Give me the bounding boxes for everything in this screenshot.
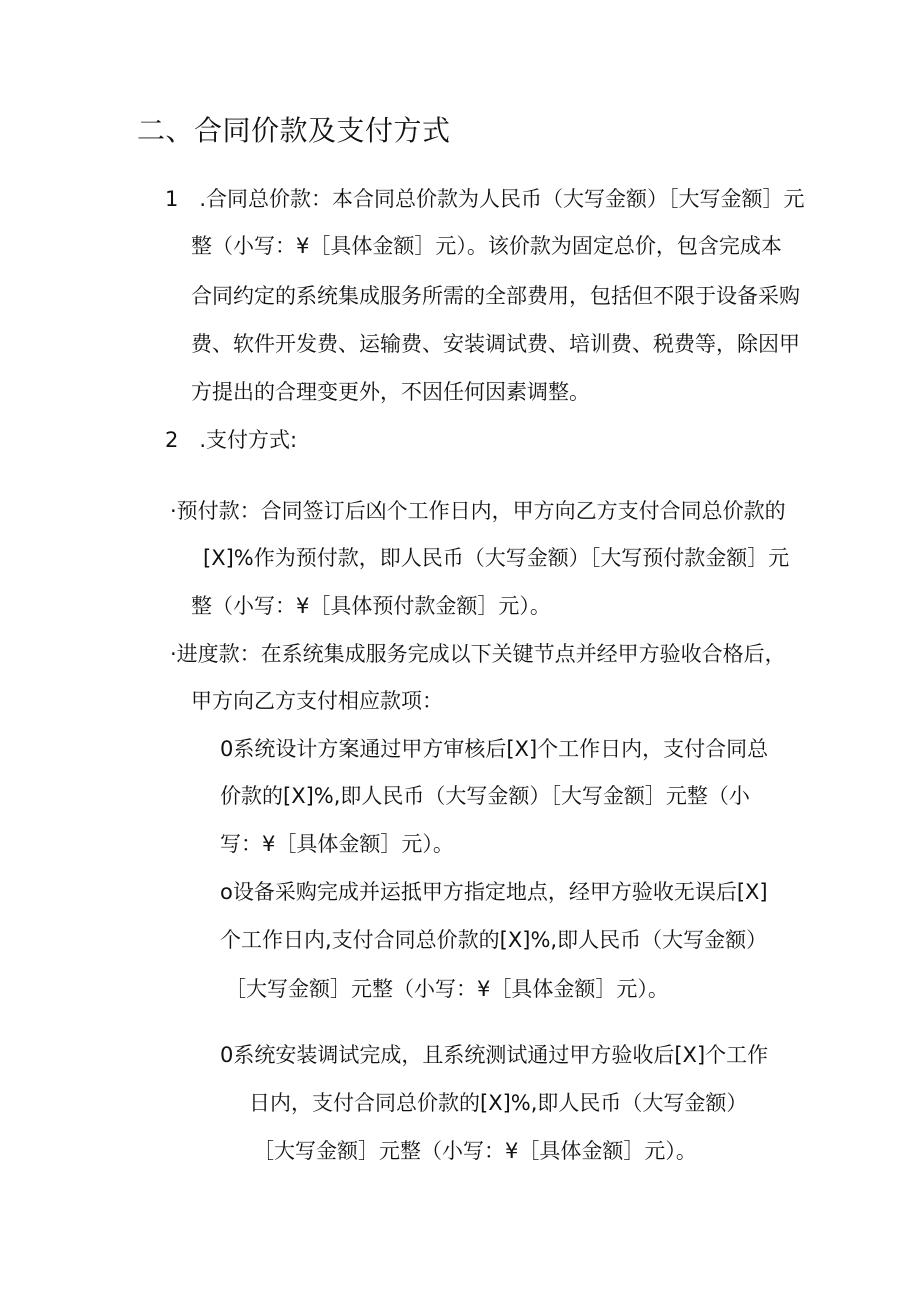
milestone2-line-3: ［大写金额］元整（小写：¥［具体金额］元）。 bbox=[225, 977, 669, 1001]
progress-line-1: ·进度款：在系统集成服务完成以下关键节点并经甲方验收合格后， bbox=[170, 642, 786, 666]
prepayment-line-2: [X]%作为预付款，即人民币（大写金额）［大写预付款金额］元 bbox=[203, 546, 790, 570]
prepayment-line-1: ·预付款：合同签订后凶个工作日内，甲方向乙方支付合同总价款的 bbox=[170, 499, 786, 523]
item1-line-2: 整（小写：¥［具体金额］元）。该价款为固定总价，包含完成本 bbox=[191, 234, 782, 258]
milestone1-line-2: 价款的[X]%,即人民币（大写金额）［大写金额］元整（小 bbox=[220, 784, 750, 808]
milestone2-line-2: 个工作日内,支付合同总价款的[X]%,即人民币（大写金额） bbox=[220, 928, 768, 952]
item2-heading: 2 .支付方式: bbox=[165, 428, 298, 452]
milestone3-line-3: ［大写金额］元整（小写：¥［具体金额］元）。 bbox=[253, 1139, 697, 1163]
milestone3-line-2: 日内，支付合同总价款的[X]%,即人民币（大写金额） bbox=[249, 1091, 748, 1115]
item1-line-1: 1 .合同总价款：本合同总价款为人民币（大写金额）［大写金额］元 bbox=[165, 187, 805, 211]
item1-line-3: 合同约定的系统集成服务所需的全部费用，包括但不限于设备采购 bbox=[191, 284, 800, 308]
progress-line-2: 甲方向乙方支付相应款项： bbox=[191, 689, 443, 713]
item1-line-4: 费、软件开发费、运输费、安装调试费、培训费、税费等，除因甲 bbox=[191, 332, 800, 356]
milestone1-line-1: 0系统设计方案通过甲方审核后[X]个工作日内，支付合同总 bbox=[220, 737, 769, 761]
page-title: 二、合同价款及支付方式 bbox=[137, 114, 451, 147]
prepayment-line-3: 整（小写：¥［具体预付款金额］元）。 bbox=[191, 594, 551, 618]
milestone1-line-3: 写：¥［具体金额］元）。 bbox=[220, 832, 454, 856]
milestone2-line-1: o设备采购完成并运抵甲方指定地点，经甲方验收无误后[X] bbox=[220, 880, 768, 904]
milestone3-line-1: 0系统安装调试完成，且系统测试通过甲方验收后[X]个工作 bbox=[220, 1043, 769, 1067]
item1-line-5: 方提出的合理变更外，不因任何因素调整。 bbox=[191, 380, 590, 404]
